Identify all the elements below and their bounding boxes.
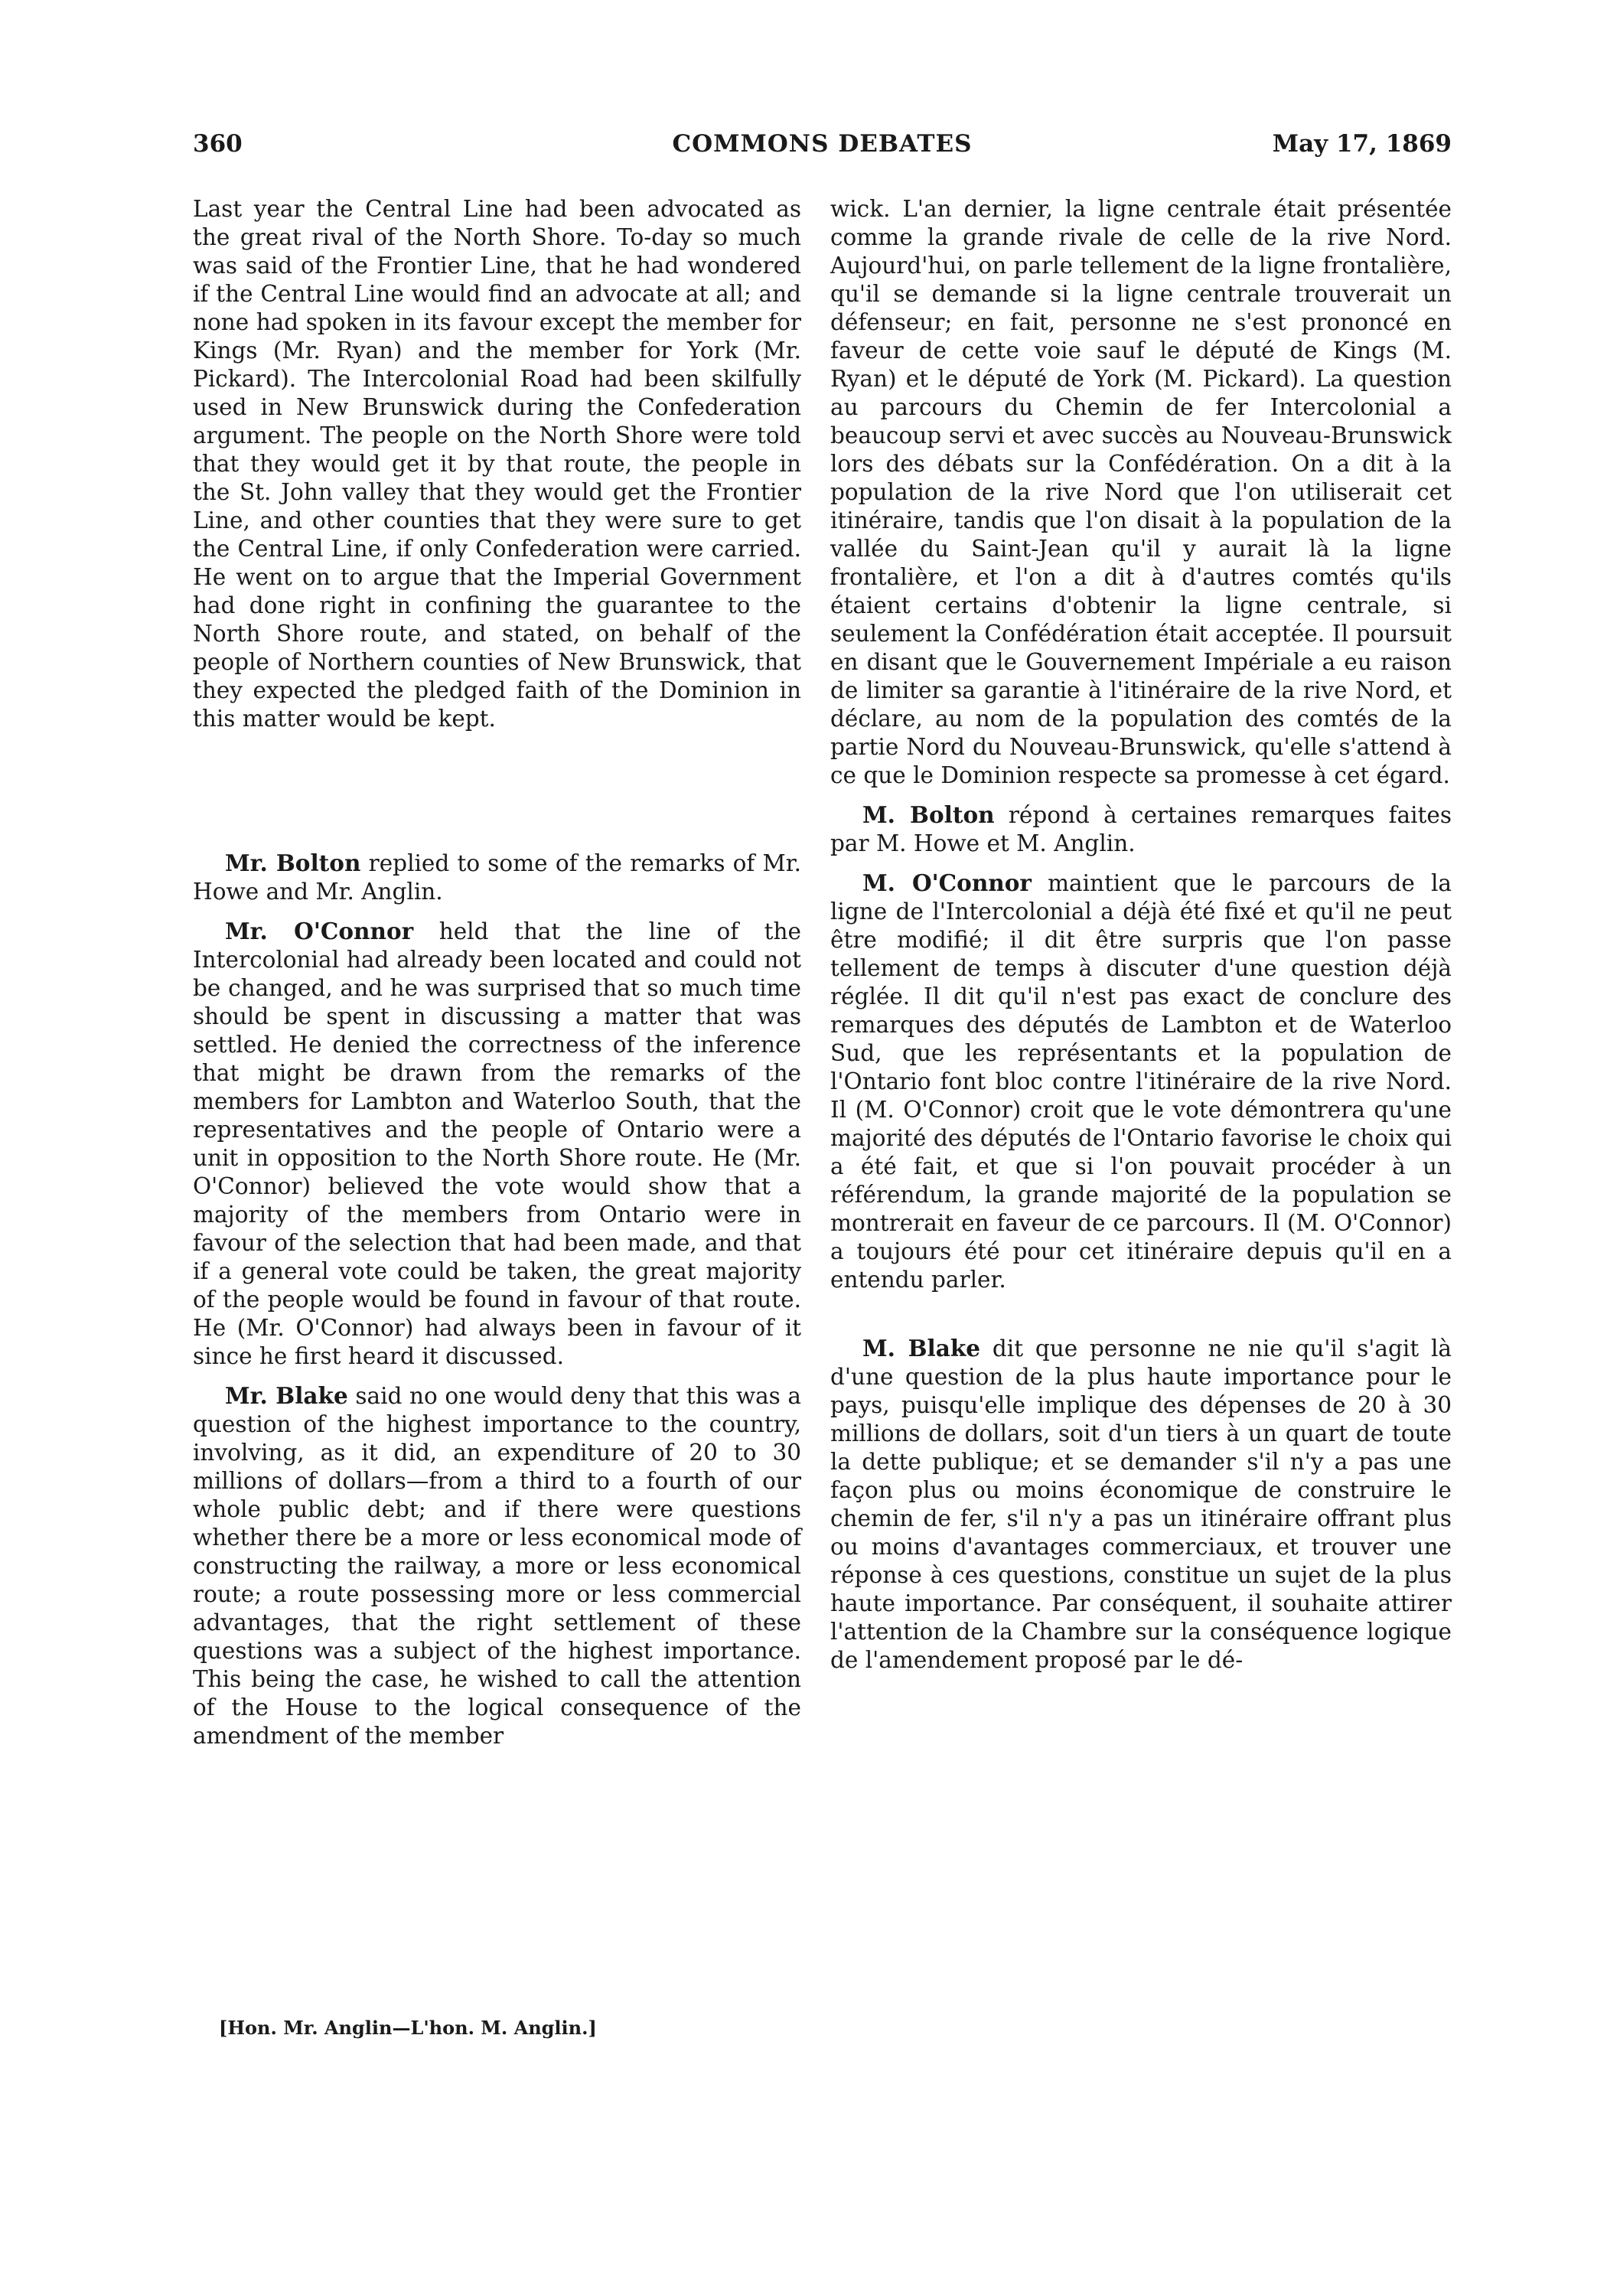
speech-text: dit que personne ne nie qu'il s'agit là d'une question de la plus haute importance pour le pays, puisqu'elle implique des dépenses de 20 à 30 millions de dollars, soit d'un tiers à un quart de toute la dette publique; et se demander s'il n'y a pas une façon plus ou moins économique de construire le chemin de fer, s'il n'y a pas un itinéraire offrant plus ou moins d'avantages commerciaux, et trouver une réponse à ces questions, constitue un sujet de la plus haute importance. Par conséquent, il souhaite attirer l'attention de la Chambre sur la conséquence logique de l'amendement proposé par le dé- xyxy=(830,1336,1452,1673)
speaker-name: M. O'Connor xyxy=(862,869,1032,896)
french-paragraph-1: wick. L'an dernier, la ligne centrale était présentée comme la grande rivale de celle de la rive Nord. Aujourd'hui, on parle tellement de la ligne frontalière, qu'il se demande si la ligne centrale trouverait un défenseur; en fait, personne ne s'est prononcé en faveur de cette voie sauf le député de Kings (M. Ryan) et le député de York (M. Pickard). La question au parcours du Chemin de fer Intercolonial a beaucoup servi et avec succès au Nouveau-Brunswick lors des débats sur la Confédération. On a dit à la population de la rive Nord que l'on utiliserait cet itinéraire, tandis que l'on disait à la population de la vallée du Saint-Jean qu'il y aurait là la ligne frontalière, et l'on a dit à d'autres comtés qu'ils étaient certains d'obtenir la ligne centrale, si seulement la Confédération était acceptée. Il poursuit en disant que le Gouvernement Impériale a eu raison de limiter sa garantie à l'itinéraire de la rive Nord, et déclare, au nom de la population des comtés de la partie Nord du Nouveau-Brunswick, qu'elle s'attend à ce que le Dominion respecte sa promesse à cet égard. xyxy=(830,196,1452,788)
english-paragraph-bolton xyxy=(193,849,801,906)
sitting-date: May 17, 1869 xyxy=(1272,130,1452,158)
page-footer-note: [Hon. Mr. Anglin—L'hon. M. Anglin.] xyxy=(219,2017,597,2039)
speaker-name: Mr. Blake xyxy=(225,1382,348,1409)
french-column xyxy=(830,195,1452,1675)
speech-text: held that the line of the Intercolonial had already been located and could not be changed, and he was surprised that so much time should be spent in discussing a matter that was settled. He denied the correctness of the inference that might be drawn from the remarks of the members for Lambton and Waterloo South, that the representatives and the people of Ontario were a unit in opposition to the North Shore route. He (Mr. O'Connor) believed the vote would show that a majority of the members from Ontario were in favour of the selection that had been made, and that if a general vote could be taken, the great majority of the people would be found in favour of that route. He (Mr. O'Connor) had always been in favour of it since he first heard it discussed. xyxy=(193,918,801,1369)
speaker-name: Mr. Bolton xyxy=(225,850,361,876)
english-column xyxy=(193,195,801,1750)
speech-text: replied to some of the remarks of Mr. Howe and Mr. Anglin. xyxy=(193,850,801,905)
speaker-name: M. Blake xyxy=(862,1335,981,1362)
french-paragraph-oconnor xyxy=(830,869,1452,1294)
publication-title: COMMONS DEBATES xyxy=(672,130,973,158)
english-paragraph-blake xyxy=(193,1381,801,1750)
french-paragraph-blake xyxy=(830,1334,1452,1675)
page-number: 360 xyxy=(193,130,243,158)
speech-text: répond à certaines remarques faites par M. Howe et M. Anglin. xyxy=(830,802,1452,856)
speech-text: maintient que le parcours de la ligne de l'Intercolonial a déjà été fixé et qu'il ne peut être modifié; il dit être surpris que l'on passe tellement de temps à discuter d'une question déjà réglée. Il dit qu'il n'est pas exact de conclure des remarques des députés de Lambton et de Waterloo Sud, que les représentants et la population de l'Ontario font bloc contre l'itinéraire de la rive Nord. Il (M. O'Connor) croit que le vote démontrera qu'une majorité des députés de l'Ontario favorise le choix qui a été fait, et que si l'on pouvait procéder à un référendum, la grande majorité de la population se montrerait en faveur de ce parcours. Il (M. O'Connor) a toujours été pour cet itinéraire depuis qu'il en a entendu parler. xyxy=(830,870,1452,1293)
speech-text: said no one would deny that this was a question of the highest importance to the country, involving, as it did, an expenditure of 20 to 30 millions of dollars—from a third to a fourth of our whole public debt; and if there were questions whether there be a more or less economical mode of constructing the railway, a more or less economical route; a route possessing more or less commercial advantages, that the right settlement of these questions was a subject of the highest importance. This being the case, he wished to call the attention of the House to the logical consequence of the amendment of the member xyxy=(193,1383,802,1749)
english-paragraph-oconnor xyxy=(193,917,801,1371)
speaker-name: Mr. O'Connor xyxy=(225,918,414,944)
french-paragraph-bolton xyxy=(830,801,1452,858)
english-paragraph-1: Last year the Central Line had been advocated as the great rival of the North Shore. To-day so much was said of the Frontier Line, that he had wondered if the Central Line would find an advocate at all; and none had spoken in its favour except the member for Kings (Mr. Ryan) and the member for York (Mr. Pickard). The Intercolonial Road had been skilfully used in New Brunswick during the Confederation argument. The people on the North Shore were told that they would get it by that route, the people in the St. John valley that they would get the Frontier Line, and other counties that they were sure to get the Central Line, if only Confederation were carried. He went on to argue that the Imperial Government had done right in confining the guarantee to the North Shore route, and stated, on behalf of the people of Northern counties of New Brunswick, that they expected the pledged faith of the Dominion in this matter would be kept. xyxy=(193,196,801,732)
page-header xyxy=(193,130,1452,164)
speaker-name: M. Bolton xyxy=(862,801,995,828)
